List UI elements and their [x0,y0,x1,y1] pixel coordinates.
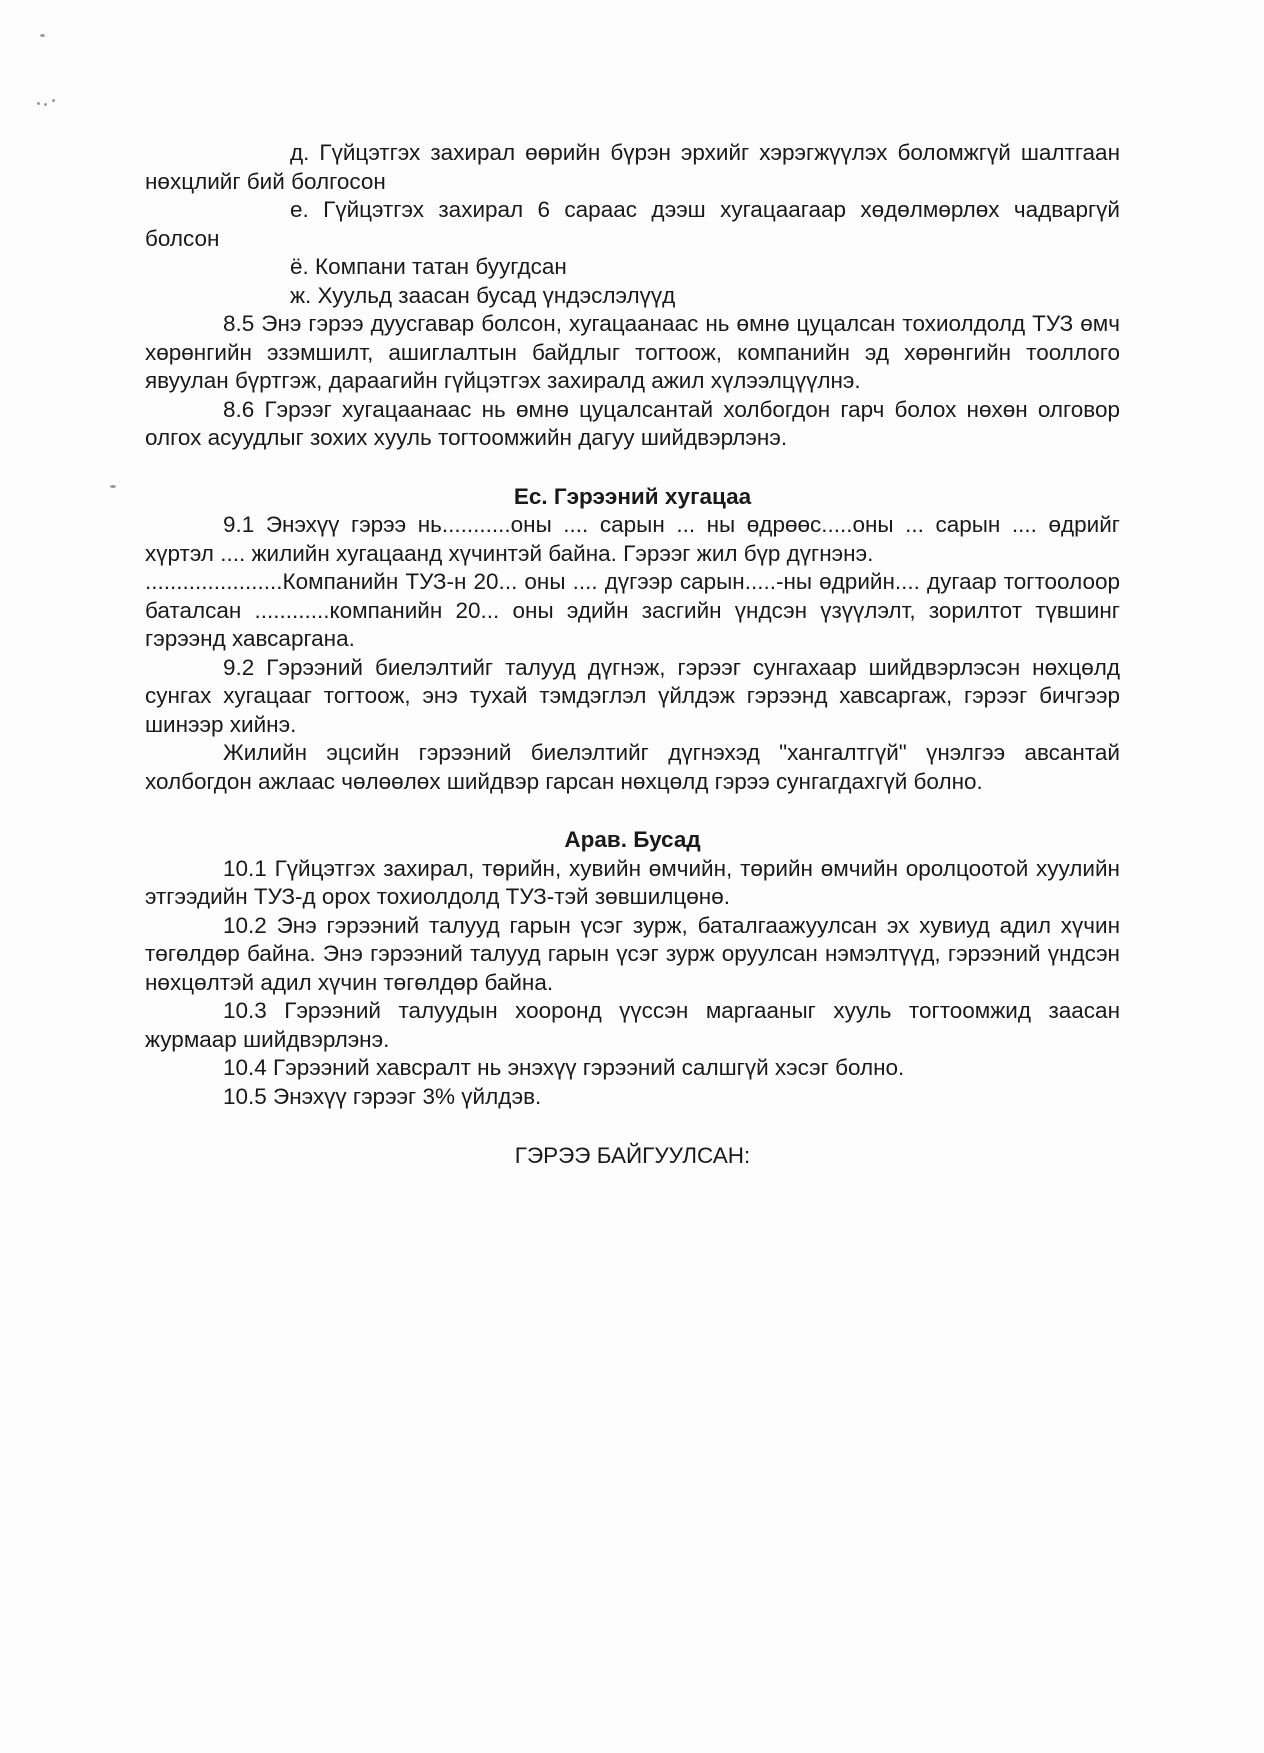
scan-speck [44,103,47,106]
clause-10-3: 10.3 Гэрээний талуудын хооронд үүссэн маргааныг хууль тогтоомжид заасан журмаар шийдвэрлэнэ. [145,998,1120,1052]
scan-speck [52,99,55,102]
clause-9-1-continued: ......................Компанийн ТУЗ-н 20... оны .... дүгээр сарын.....-ны өдрийн.... дугаар тогтоолоор баталсан ............компанийн 20... оны эдийн засгийн үндсэн үзүүлэлт, зорилтот түвшинг гэрээнд хавсаргана. [145,569,1120,651]
section-title-10: Арав. Бусад [564,827,701,852]
clause-9-3: Жилийн эцсийн гэрээний биелэлтийг дүгнэхэд "хангалтгүй" үнэлгээ авсантай холбогдон ажлаас чөлөөлөх шийдвэр гарсан нөхцөлд гэрээ сунгагдахгүй болно. [145,740,1120,794]
scan-speck [40,34,45,37]
item-zh: ж. Хуульд заасан бусад үндэслэлүүд [290,282,676,308]
scan-speck [37,102,40,105]
clause-9-1: 9.1 Энэхүү гэрээ нь...........оны .... сарын ... ны өдрөөс.....оны ... сарын .... өдрийг хүртэл .... жилийн хугацаанд хүчинтэй байна. Гэрээг жил бүр дүгнэнэ. [145,512,1120,566]
clause-10-1: 10.1 Гүйцэтгэх захирал, төрийн, хувийн өмчийн, төрийн өмчийн оролцоотой хуулийн этгээдийн ТУЗ-д орох тохиолдолд ТУЗ-тэй зөвшилцөнө. [145,855,1120,909]
clause-10-4: 10.4 Гэрээний хавсралт нь энэхүү гэрээний салшгүй хэсэг болно. [223,1055,905,1080]
scan-speck [110,485,116,488]
clause-10-2: 10.2 Энэ гэрээний талууд гарын үсэг зурж, баталгаажуулсан эх хувиуд адил хүчин төгөлдөр байна. Энэ гэрээний талууд гарын үсэг зурж оруулсан нэмэлтүүд, гэрээний үндсэн нөхцөлтэй адил хүчин төгөлдөр байна. [145,912,1120,995]
clause-10-5: 10.5 Энэхүү гэрээг 3% үйлдэв. [223,1083,542,1109]
clause-8-5: 8.5 Энэ гэрээ дуусгавар болсон, хугацаанаас нь өмнө цуцалсан тохиолдолд ТУЗ өмч хөрөнгийн эзэмшилт, ашиглалтын байдлыг тогтоож, компанийн эд хөрөнгийн тооллого явуулан бүртгэж, дараагийн гүйцэтгэх захиралд ажил хүлээлцүүлнэ. [145,311,1120,393]
signatures-heading: ГЭРЭЭ БАЙГУУЛСАН: [514,1143,751,1168]
clause-8-6: 8.6 Гэрээг хугацаанаас нь өмнө цуцалсантай холбогдон гарч болох нөхөн олговор олгох асуудлыг зохих хууль тогтоомжийн дагуу шийдвэрлэнэ. [145,396,1120,450]
item-yo: ё. Компани татан буугдсан [290,254,567,279]
section-title-9: Ес. Гэрээний хугацаа [513,483,752,509]
item-d: д. Гүйцэтгэх захирал өөрийн бүрэн эрхийг хэрэгжүүлэх боломжгүй шалтгаан нөхцлийг бий болгосон [145,140,1120,194]
document-body [145,139,1120,1171]
clause-9-2: 9.2 Гэрээний биелэлтийг талууд дүгнэж, гэрээг сунгахаар шийдвэрлэсэн нөхцөлд сунгах хугацааг тогтоож, энэ тухай тэмдэглэл үйлдэж гэрээнд хавсаргаж, гэрээг бичгээр шинээр хийнэ. [145,654,1120,737]
item-e: е. Гүйцэтгэх захирал 6 сараас дээш хугацаагаар хөдөлмөрлөх чадваргүй болсон [145,197,1120,251]
